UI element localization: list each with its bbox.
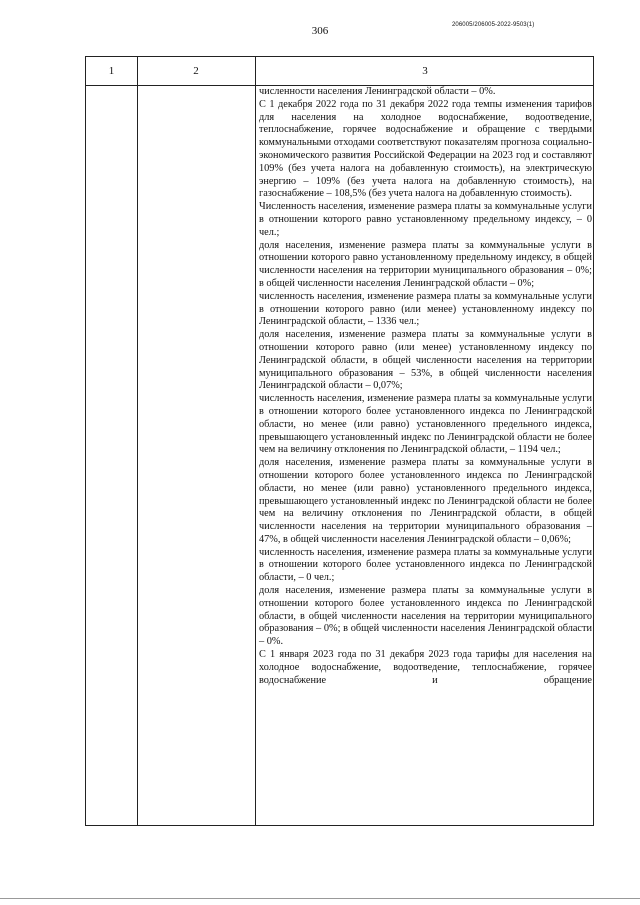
paragraph: доля населения, изменение размера платы за коммунальные услуги в отношении которого более установленного индекса по Ленинградской области, но менее (или равно) установленного предельного индекса, превышающего установленный индекс по Ленинградской области не более чем на величину отклонения по Ленинградской области, в общей численности населения на территории муниципального образования – 47%, в общей численности населения Ленинградской области – 0,06%; — [259, 457, 592, 545]
paragraph: численность населения, изменение размера платы за коммунальные услуги в отношении которого равно (или менее) установленному индексу по Ленинградской области, – 1336 чел.; — [259, 290, 592, 328]
paragraph: С 1 декабря 2022 года по 31 декабря 2022 года темпы изменения тарифов для населения на холодное водоснабжение, водоотведение, теплоснабжение, горячее водоснабжение и обращение с твердыми коммунальными отходами соответствуют показателям прогноза социально-экономического развития Российской Федерации на 2023 год и составляют 109% (без учета налога на добавленную стоимость), на электрическую энергию – 109% (без учета налога на добавленную стоимость), на газоснабжение – 108,5% (без учета налога на добавленную стоимость). — [259, 98, 592, 200]
document-code: 206005/206005-2022-9503(1) — [452, 22, 535, 28]
paragraph: С 1 января 2023 года по 31 декабря 2023 года тарифы для населения на холодное водоснабжение, водоотведение, теплоснабжение, горячее водоснабжение и обращение — [259, 649, 592, 686]
paragraph: доля населения, изменение размера платы за коммунальные услуги в отношении которого равно (или менее) установленному индексу по Ленинградской области, в общей численности населения на территории муниципального образования – 53%, в общей численности населения Ленинградской области – 0,07%; — [259, 329, 592, 392]
column-divider-2 — [255, 57, 256, 825]
paragraph: доля населения, изменение размера платы за коммунальные услуги в отношении которого более установленного индекса по Ленинградской области, в общей численности населения на территории муниципального образования – 0%; в общей численности населения Ленинградской области – 0%. — [259, 585, 592, 648]
column-divider-1 — [137, 57, 138, 825]
page-number: 306 — [311, 25, 329, 37]
column-3-content — [259, 86, 592, 687]
document-table — [85, 56, 594, 826]
column-header-3: 3 — [422, 65, 428, 77]
column-header-2: 2 — [193, 65, 199, 77]
paragraph: Численность населения, изменение размера платы за коммунальные услуги в отношении которого равно установленному предельному индексу, – 0 чел.; — [259, 201, 592, 238]
column-header-1: 1 — [108, 65, 115, 77]
paragraph: численность населения, изменение размера платы за коммунальные услуги в отношении которого более установленного индекса по Ленинградской области, – 0 чел.; — [259, 546, 592, 584]
paragraph: доля населения, изменение размера платы за коммунальные услуги в отношении которого равно установленному предельному индексу, в общей численности населения на территории муниципального образования – 0%; в общей численности населения Ленинградской области – 0%; — [259, 239, 592, 289]
paragraph: численность населения, изменение размера платы за коммунальные услуги в отношении которого более установленного индекса по Ленинградской области, но менее (или равно) установленного предельного индекса, превышающего установленный индекс по Ленинградской области не более чем на величину отклонения по Ленинградской области, – 1194 чел.; — [259, 393, 592, 456]
paragraph: численности населения Ленинградской области – 0%. — [259, 86, 496, 97]
scan-edge-line — [0, 898, 640, 899]
